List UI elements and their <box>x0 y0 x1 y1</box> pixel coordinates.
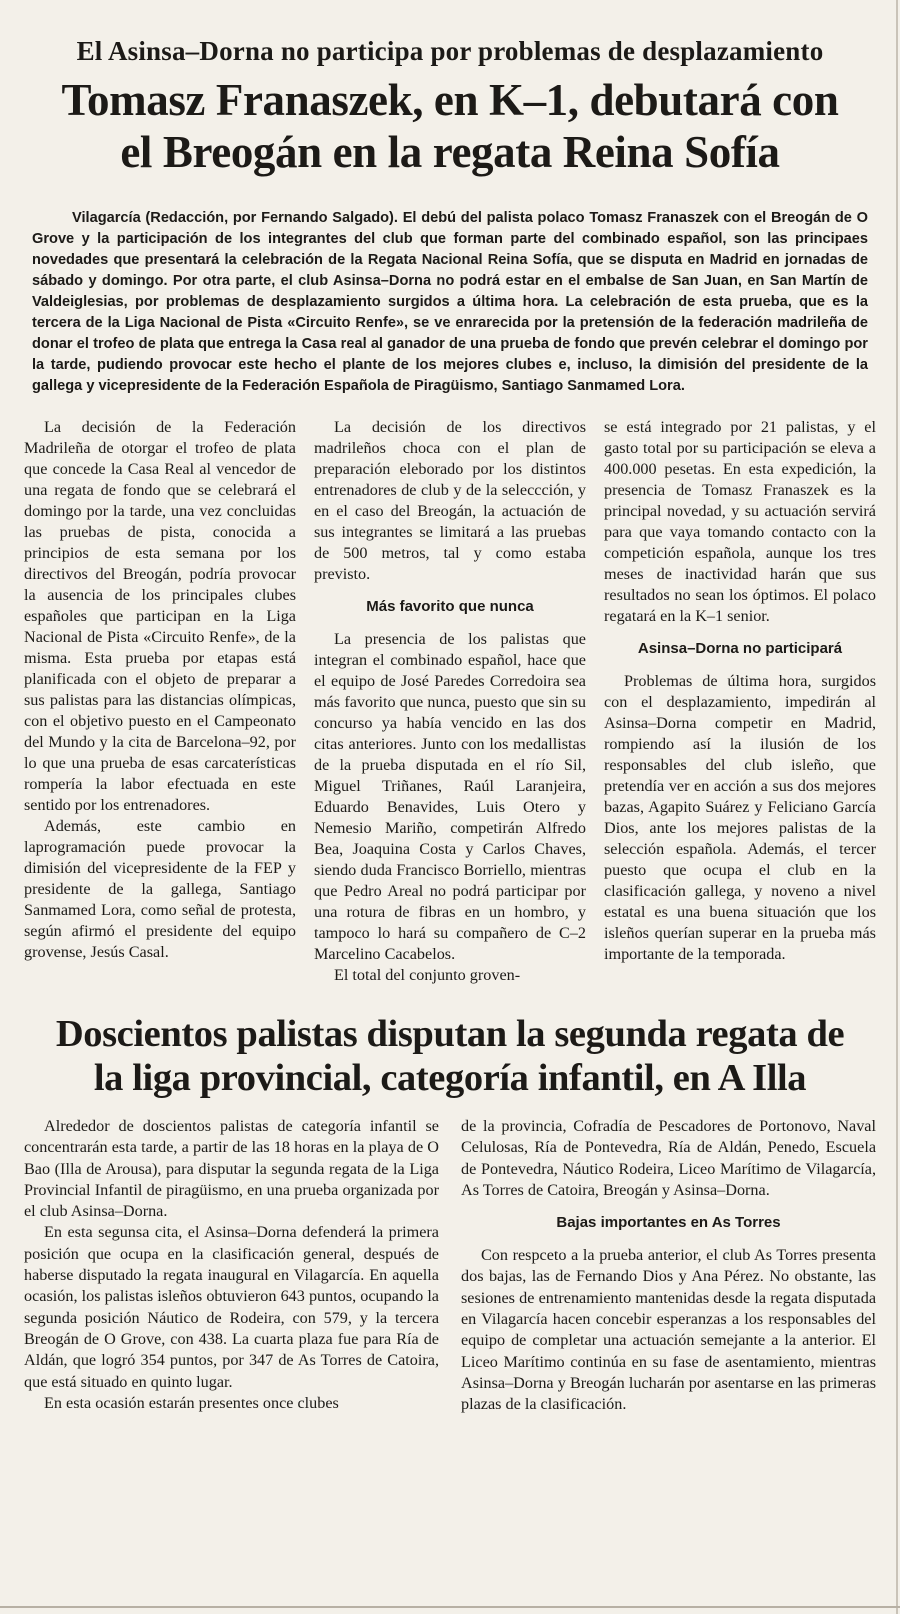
article1-headline-line1: Tomasz Franaszek, en K–1, debutará con <box>61 75 839 125</box>
article1-lead: Vilagarcía (Redacción, por Fernando Salgado). El debú del palista polaco Tomasz Franaszek con el Breogán de O Grove y la participación de los integrantes del club que forman parte del combinado español, son las principaes novedades que presentará la celebración de la Regata Nacional Reina Sofía, que se disputa en Madrid en jornadas de sábado y domingo. Por otra parte, el club Asinsa–Dorna no podrá estar en el embalse de San Juan, en San Martín de Valdeiglesias, por problemas de desplazamiento surgidos a última hora. La celebración de esta prueba, que es la tercera de la Liga Nacional de Pista «Circuito Renfe», se ve enrarecida por la pretensión de la federación madrileña de donar el trofeo de plata que entrega la Casa real al ganador de una prueba de fondo que prevén celebrar el domingo por la tarde, pudiendo provocar este hecho el plante de los mejores clubes e, incluso, la dimisión del presidente de la gallega y vicepresidente de la Federación Española de Piragüismo, Santiago Sanmamed Lora. <box>32 210 868 394</box>
article2-headline <box>24 1012 876 1100</box>
article1-kicker: El Asinsa–Dorna no participa por problemas de desplazamiento <box>76 36 824 66</box>
article1-column-1 <box>24 417 296 986</box>
article2-paragraph: En esta segunsa cita, el Asinsa–Dorna defenderá la primera posición que ocupa en la clasificación general, después de haberse disputado la regata inaugural en Vilagarcía. En aquella ocasión, los palistas isleños obtuvieron 643 puntos, ocupando la segunda posición Náutico de Rodeira, con 579, y la tercera Breogán de O Grove, con 438. La cuarta plaza fue para Ría de Aldán, que logró 354 puntos, por 347 de As Torres de Catoira, que está situado en quinto lugar. <box>24 1223 439 1391</box>
article1-subheading-favorito: Más favorito que nunca <box>366 598 534 615</box>
article1-paragraph: La decisión de los directivos madrileños choca con el plan de preparación eleborado por los distintos entrenadores de club y de la seleccción, y en el caso del Breogán, la actuación de sus integrantes se limitará a las pruebas de 500 metros, tal y como estaba previsto. <box>314 418 586 583</box>
article2-paragraph: En esta ocasión estarán presentes once clubes <box>44 1393 339 1412</box>
article1-body <box>24 417 876 986</box>
article-doscientos-palistas <box>24 1012 876 1416</box>
article1-paragraph: La presencia de los palistas que integran el combinado español, hace que el equipo de José Paredes Corredoira sea más favorito que nunca, puesto que sin su concurso ya había vencido en las dos citas anteriores. Junto con los medallistas de la prueba disputada en el río Sil, Miguel Triñanes, Raúl Laranjeira, Eduardo Benavides, Luis Otero y Nemesio Mariño, competirán Alfredo Bea, Joaquina Costa y Carlos Chaves, siendo duda Francisco Borriello, mientras que Pedro Areal no podrá participar por una rotura de fibras en un hombro, y tampoco lo hará su compañero de C–2 Marcelino Cacabelos. <box>314 630 586 963</box>
article2-column-2 <box>461 1116 876 1416</box>
article2-paragraph: de la provincia, Cofradía de Pescadores de Portonovo, Naval Celulosas, Ría de Pontevedra, Ría de Aldán, Penedo, Escuela de Pontevedra, Náutico Rodeira, Liceo Marítimo de Vilagarcía, As Torres de Catoira, Breogán y Asinsa–Dorna. <box>461 1117 876 1199</box>
article2-column-1 <box>24 1116 439 1416</box>
article2-paragraph: Alrededor de doscientos palistas de categoría infantil se concentrarán esta tarde, a partir de las 18 horas en la playa de O Bao (Illa de Arousa), para disputar la segunda regata de la Liga Provincial Infantil de piragüismo, en una prueba organizada por el club Asinsa–Dorna. <box>24 1117 439 1221</box>
article1-paragraph: El total del conjunto groven- <box>334 966 521 984</box>
edge-rule <box>896 0 898 1614</box>
article2-body <box>24 1116 876 1416</box>
article1-headline-line2: el Breogán en la regata Reina Sofía <box>120 127 780 177</box>
article1-subheading-asinsa: Asinsa–Dorna no participará <box>637 640 843 657</box>
article1-paragraph: Problemas de última hora, surgidos con el desplazamiento, impedirán al Asinsa–Dorna competir en Madrid, rompiendo así la ilusión de los responsables del club isleño, que pretendía ver en acción a sus dos mejores bazas, Agapito Suárez y Feliciano García Dios, ante los mejores palistas de la selección española. Además, el tercer puesto que ocupa el club en la clasificación gallega, y noveno a nivel estatal es una buena situación que los isleños querían superar en la prueba más importante de la temporada. <box>604 672 876 963</box>
article1-column-3 <box>604 417 876 986</box>
article2-headline-line1: Doscientos palistas disputan la segunda regata de <box>55 1013 845 1055</box>
article2-subheading-bajas: Bajas importantes en As Torres <box>556 1214 781 1232</box>
article2-paragraph: Con respceto a la prueba anterior, el club As Torres presenta dos bajas, las de Fernando Dios y Ana Pérez. No obstante, las sesiones de entrenamiento mantenidas desde la regata disputada en Vilagarcía hacen concebir esperanzas a los responsables del equipo de completar una actuación semejante a la anterior. El Liceo Marítimo continúa en su fase de asentamiento, mientras Asinsa–Dorna y Breogán lucharán por asentarse en las primeras plazas de la clasificación. <box>461 1246 876 1414</box>
article1-headline <box>24 74 876 178</box>
article1-column-2 <box>314 417 586 986</box>
bottom-rule <box>0 1606 900 1608</box>
article1-paragraph: Además, este cambio en laprogramación puede provocar la dimisión del vicepresidente de la FEP y presidente de la gallega, Santiago Sanmamed Lora, como señal de protesta, según afirmó el presidente del equipo grovense, Jesús Casal. <box>24 817 296 961</box>
article-tomasz-franaszek <box>24 0 876 986</box>
article1-paragraph: La decisión de la Federación Madrileña de otorgar el trofeo de plata que concede la Casa Real al vencedor de una regata de fondo que se celebrará el domingo por la tarde, una vez concluidas las pruebas de pista, conocida a principios de esta semana por los directivos del Breogán, podría provocar la ausencia de los principales clubes españoles que participan en la Liga Nacional de Pista «Circuito Renfe», de la misma. Esta prueba por etapas está planificada con el objeto de preparar a sus palistas para las distancias olímpicas, con el objetivo puesto en el Campeonato del Mundo y la cita de Barcelona–92, por lo que una prueba de esas carcaterísticas rompería la labor efectuada en este sentido por los entrenadores. <box>24 418 296 814</box>
article1-paragraph: se está integrado por 21 palistas, y el gasto total por su participación se eleva a 400.000 pesetas. En esta expedición, la presencia de Tomasz Franaszek es la principal novedad, y su actuación servirá para que vaya tomando contacto con la competición española, aunque los tres meses de inactividad harán que sus resultados no sean los óptimos. El polaco regatará en la K–1 senior. <box>604 418 876 625</box>
article2-headline-line2: la liga provincial, categoría infantil, en A Illa <box>93 1057 807 1099</box>
